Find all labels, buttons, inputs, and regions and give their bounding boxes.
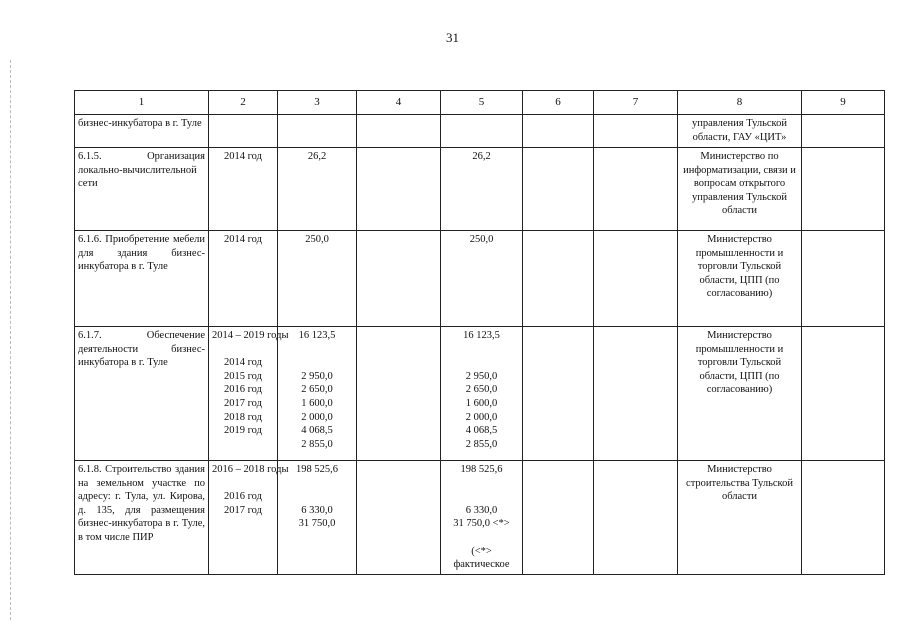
- period-cell: [209, 231, 278, 327]
- header-cell: 5: [441, 91, 523, 115]
- empty-cell: [802, 327, 885, 461]
- spacer-line: [281, 490, 353, 504]
- cell-line: 2014 – 2019 годы: [212, 330, 289, 341]
- cell-line: 2015 год: [224, 370, 262, 382]
- empty-cell: [523, 327, 594, 461]
- executor-cell: Министерство по информатизации, связи и вопросам открытого управления Тульской области: [678, 148, 802, 231]
- data-table: [74, 90, 885, 575]
- cell-line: 16 123,5: [463, 330, 500, 341]
- cell-line: 26,2: [472, 151, 491, 162]
- cell-line: 4 068,5: [465, 425, 498, 437]
- cell-line: фактическое: [453, 559, 510, 571]
- item-name-cell: 6.1.5. Организация локально-вычислительной сети: [75, 148, 209, 231]
- empty-cell: [357, 148, 441, 231]
- cell-line: 2018 год: [224, 411, 262, 423]
- spacer-line: [444, 531, 519, 545]
- empty-cell: [594, 148, 678, 231]
- empty-cell: [594, 231, 678, 327]
- cell-line: 6 330,0: [465, 504, 498, 516]
- spacer-line: [281, 477, 353, 491]
- item-name-cell: 6.1.8. Строительство здания на земельном участке по адресу: г. Тула, ул. Кирова, д. 135, для размещения бизнес-инкубатора в г. Туле, в том числе ПИР: [75, 461, 209, 575]
- empty-cell: [594, 327, 678, 461]
- empty-cell: [357, 327, 441, 461]
- empty-cell: [357, 115, 441, 148]
- header-cell: 9: [802, 91, 885, 115]
- empty-cell: [523, 231, 594, 327]
- cell-line: 16 123,5: [298, 330, 336, 341]
- cell-line: 2014 год: [224, 151, 262, 162]
- header-row: [75, 91, 885, 115]
- header-cell: 4: [357, 91, 441, 115]
- cell-line: 2017 год: [224, 504, 262, 516]
- cell-line: 4 068,5: [301, 425, 333, 437]
- empty-cell: [594, 461, 678, 575]
- item-name-cell: 6.1.7. Обеспечение деятельности бизнес-инкубатора в г. Туле: [75, 327, 209, 461]
- cell-line: 2014 год: [224, 357, 262, 369]
- period-cell: [209, 327, 289, 461]
- empty-cell: [357, 461, 441, 575]
- cell-line: 2 950,0: [301, 370, 333, 382]
- header-cell: 6: [523, 91, 594, 115]
- total-amount-cell: [278, 327, 357, 461]
- empty-cell: [523, 115, 594, 148]
- cell-line: 2017 год: [224, 397, 262, 409]
- amount-cell: [441, 115, 523, 148]
- executor-cell: Министерство промышленности и торговли Тульской области, ЦПП (по согласованию): [678, 231, 802, 327]
- total-amount-cell: [278, 115, 357, 148]
- executor-cell: Министерство строительства Тульской области: [678, 461, 802, 575]
- spacer-line: [444, 490, 519, 504]
- total-amount-cell: [278, 231, 357, 327]
- cell-line: 2 650,0: [301, 384, 333, 396]
- cell-line: 198 525,6: [460, 464, 503, 475]
- amount-cell: [441, 148, 523, 231]
- header-cell: 1: [75, 91, 209, 115]
- cell-line: 2 855,0: [301, 438, 333, 450]
- amount-cell: [441, 461, 523, 575]
- cell-line: 250,0: [305, 234, 329, 245]
- spacer-line: [444, 343, 519, 357]
- header-cell: 3: [278, 91, 357, 115]
- spacer-line: [444, 356, 519, 370]
- empty-cell: [802, 148, 885, 231]
- empty-cell: [594, 115, 678, 148]
- empty-cell: [802, 115, 885, 148]
- header-cell: 2: [209, 91, 278, 115]
- spacer-line: [212, 343, 274, 357]
- cell-line: 31 750,0: [298, 518, 336, 530]
- cell-line: 2016 год: [224, 491, 262, 503]
- empty-cell: [802, 461, 885, 575]
- header-cell: 8: [678, 91, 802, 115]
- cell-line: 1 600,0: [301, 397, 333, 409]
- period-cell: [209, 148, 278, 231]
- cell-line: 1 600,0: [465, 397, 498, 409]
- spacer-line: [212, 477, 274, 491]
- amount-cell: [441, 327, 523, 461]
- empty-cell: [357, 231, 441, 327]
- page-number: 31: [446, 30, 459, 45]
- page-edge-line: [10, 60, 11, 620]
- cell-line: 198 525,6: [296, 464, 338, 475]
- table-row: [75, 461, 885, 575]
- cell-line: 250,0: [469, 234, 494, 245]
- amount-cell: [441, 231, 523, 327]
- empty-cell: [523, 148, 594, 231]
- cell-line: 2019 год: [224, 425, 262, 437]
- cell-line: 2 000,0: [465, 411, 498, 423]
- cell-line: 6 330,0: [301, 504, 333, 516]
- table-row: [75, 231, 885, 327]
- total-amount-cell: [278, 148, 357, 231]
- cell-line: 31 750,0 <*>: [453, 518, 510, 530]
- item-name-cell: 6.1.6. Приобретение мебели для здания бизнес-инкубатора в г. Туле: [75, 231, 209, 327]
- period-cell: [209, 115, 278, 148]
- item-name-cell: бизнес-инкубатора в г. Туле: [75, 115, 209, 148]
- spacer-line: [281, 356, 353, 370]
- executor-cell: управления Тульской области, ГАУ «ЦИТ»: [678, 115, 802, 148]
- cell-line: 2 855,0: [465, 438, 498, 450]
- cell-line: (<*>: [471, 545, 492, 557]
- cell-line: 2 650,0: [465, 384, 498, 396]
- empty-cell: [523, 461, 594, 575]
- table-row: [75, 327, 885, 461]
- table-row: [75, 148, 885, 231]
- empty-cell: [802, 231, 885, 327]
- cell-line: 2014 год: [224, 234, 262, 245]
- cell-line: 26,2: [307, 151, 327, 162]
- cell-line: 2016 год: [224, 384, 262, 396]
- cell-line: 2016 – 2018 годы: [212, 464, 289, 475]
- table-row: [75, 115, 885, 148]
- executor-cell: Министерство промышленности и торговли Тульской области, ЦПП (по согласованию): [678, 327, 802, 461]
- period-cell: [209, 461, 289, 575]
- cell-line: 2 950,0: [465, 370, 498, 382]
- spacer-line: [281, 343, 353, 357]
- spacer-line: [444, 477, 519, 491]
- total-amount-cell: [278, 461, 357, 575]
- cell-line: 2 000,0: [301, 411, 333, 423]
- header-cell: 7: [594, 91, 678, 115]
